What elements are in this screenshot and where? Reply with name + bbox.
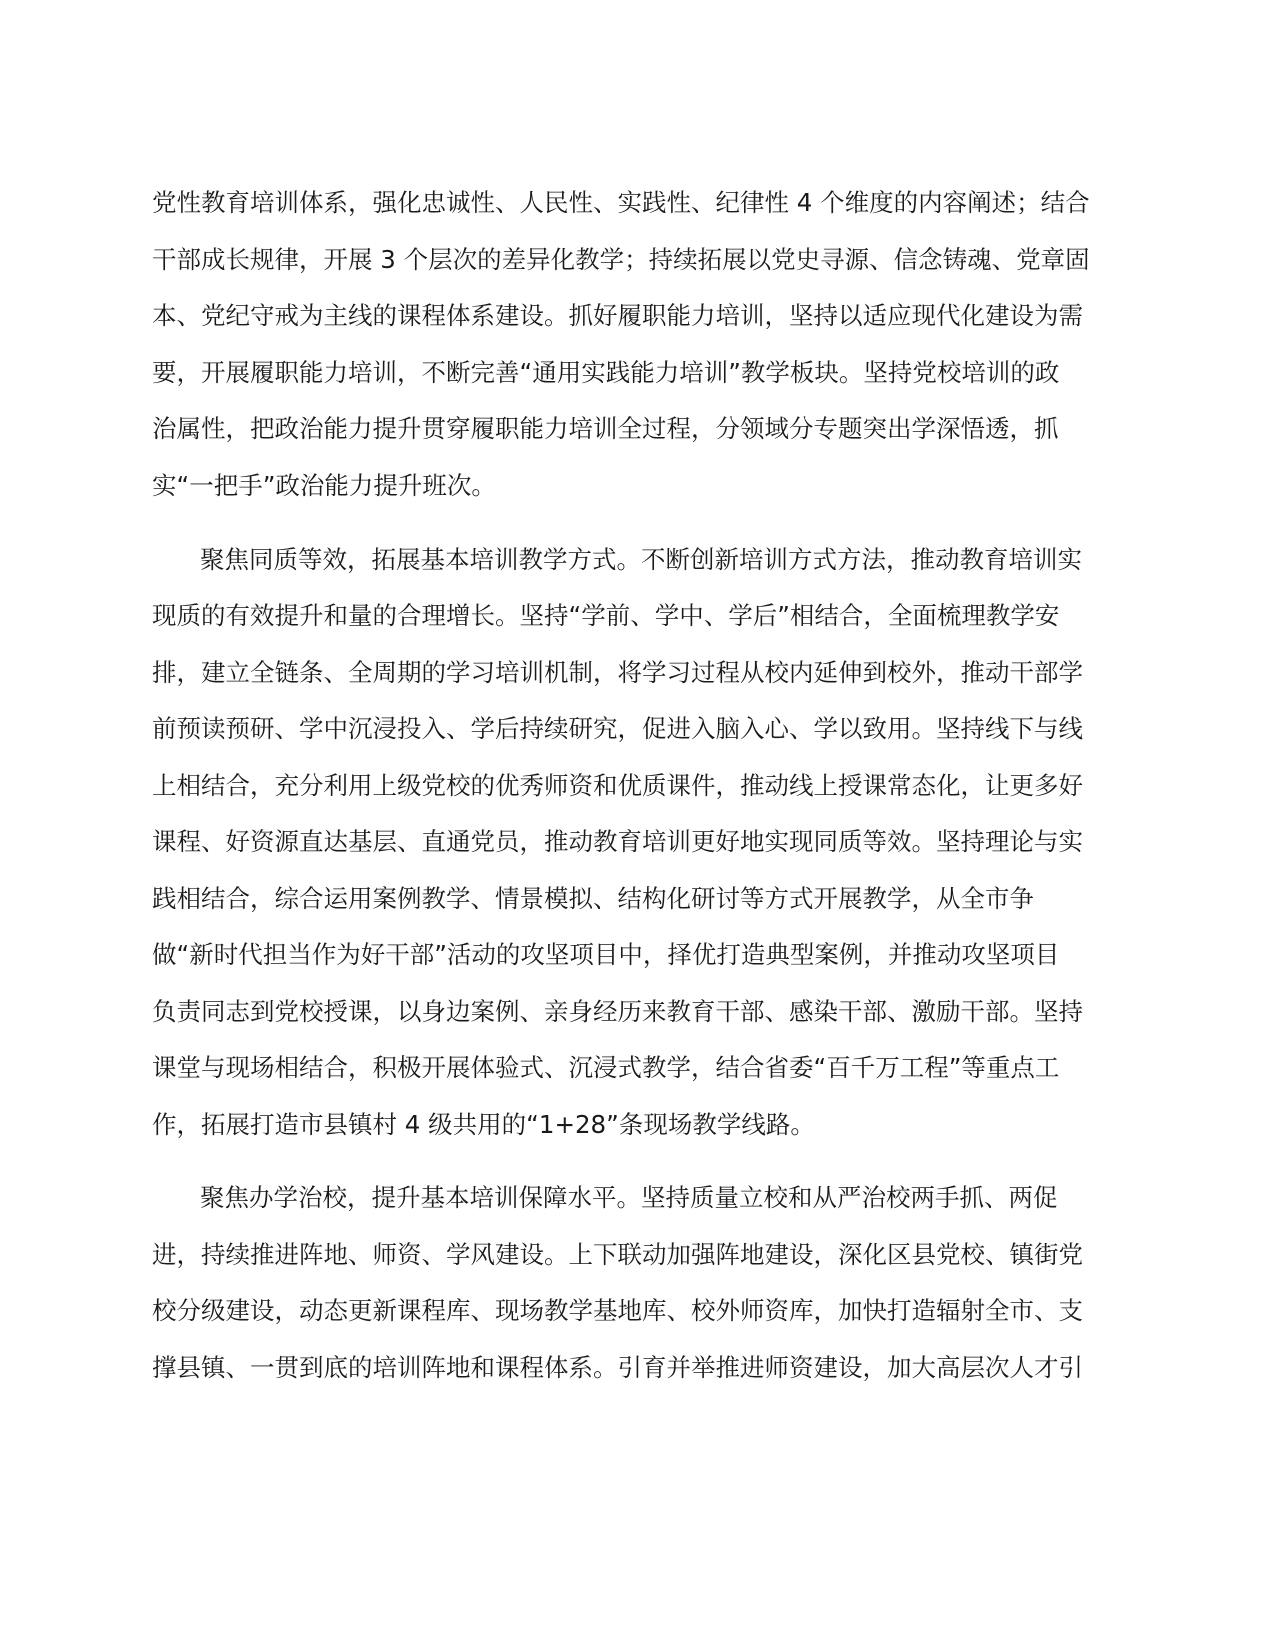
text-line: 排，建立全链条、全周期的学习培训机制，将学习过程从校内延伸到校外，推动干部学	[152, 658, 1083, 687]
text-line: 课堂与现场相结合，积极开展体验式、沉浸式教学，结合省委“百千万工程”等重点工	[152, 1053, 1060, 1082]
text-line: 做“新时代担当作为好干部”活动的攻坚项目中，择优打造典型案例，并推动攻坚项目	[152, 940, 1060, 969]
text-line: 实“一把手”政治能力提升班次。	[152, 471, 496, 500]
text-line: 上相结合，充分利用上级党校的优秀师资和优质课件，推动线上授课常态化，让更多好	[152, 771, 1083, 800]
paragraph-first-line: 聚焦办学治校，提升基本培训保障水平。坚持质量立校和从严治校两手抓、两促	[200, 1183, 1058, 1212]
paragraph-first-line: 聚焦同质等效，拓展基本培训教学方式。不断创新培训方式方法，推动教育培训实	[200, 545, 1082, 574]
text-line: 本、党纪守戒为主线的课程体系建设。抓好履职能力培训，坚持以适应现代化建设为需	[152, 301, 1083, 330]
text-line: 作，拓展打造市县镇村 4 级共用的“1+28”条现场教学线路。	[152, 1110, 815, 1139]
text-line: 前预读预研、学中沉浸投入、学后持续研究，促进入脑入心、学以致用。坚持线下与线	[152, 714, 1083, 743]
text-line: 撑县镇、一贯到底的培训阵地和课程体系。引育并举推进师资建设，加大高层次人才引	[152, 1353, 1083, 1382]
text-line: 课程、好资源直达基层、直通党员，推动教育培训更好地实现同质等效。坚持理论与实	[152, 827, 1083, 856]
text-line: 党性教育培训体系，强化忠诚性、人民性、实践性、纪律性 4 个维度的内容阐述；结合	[152, 188, 1090, 217]
text-line: 践相结合，综合运用案例教学、情景模拟、结构化研讨等方式开展教学，从全市争	[152, 884, 1034, 913]
text-line: 现质的有效提升和量的合理增长。坚持“学前、学中、学后”相结合，全面梳理教学安	[152, 601, 1060, 630]
text-line: 负责同志到党校授课，以身边案例、亲身经历来教育干部、感染干部、激励干部。坚持	[152, 997, 1083, 1026]
text-line: 校分级建设，动态更新课程库、现场教学基地库、校外师资库，加快打造辐射全市、支	[152, 1296, 1083, 1325]
text-line: 要，开展履职能力培训，不断完善“通用实践能力培训”教学板块。坚持党校培训的政	[152, 358, 1060, 387]
text-line: 进，持续推进阵地、师资、学风建设。上下联动加强阵地建设，深化区县党校、镇街党	[152, 1240, 1083, 1269]
text-line: 干部成长规律，开展 3 个层次的差异化教学；持续拓展以党史寻源、信念铸魂、党章固	[152, 245, 1090, 274]
text-line: 治属性，把政治能力提升贯穿履职能力培训全过程，分领域分专题突出学深悟透，抓	[152, 414, 1059, 443]
